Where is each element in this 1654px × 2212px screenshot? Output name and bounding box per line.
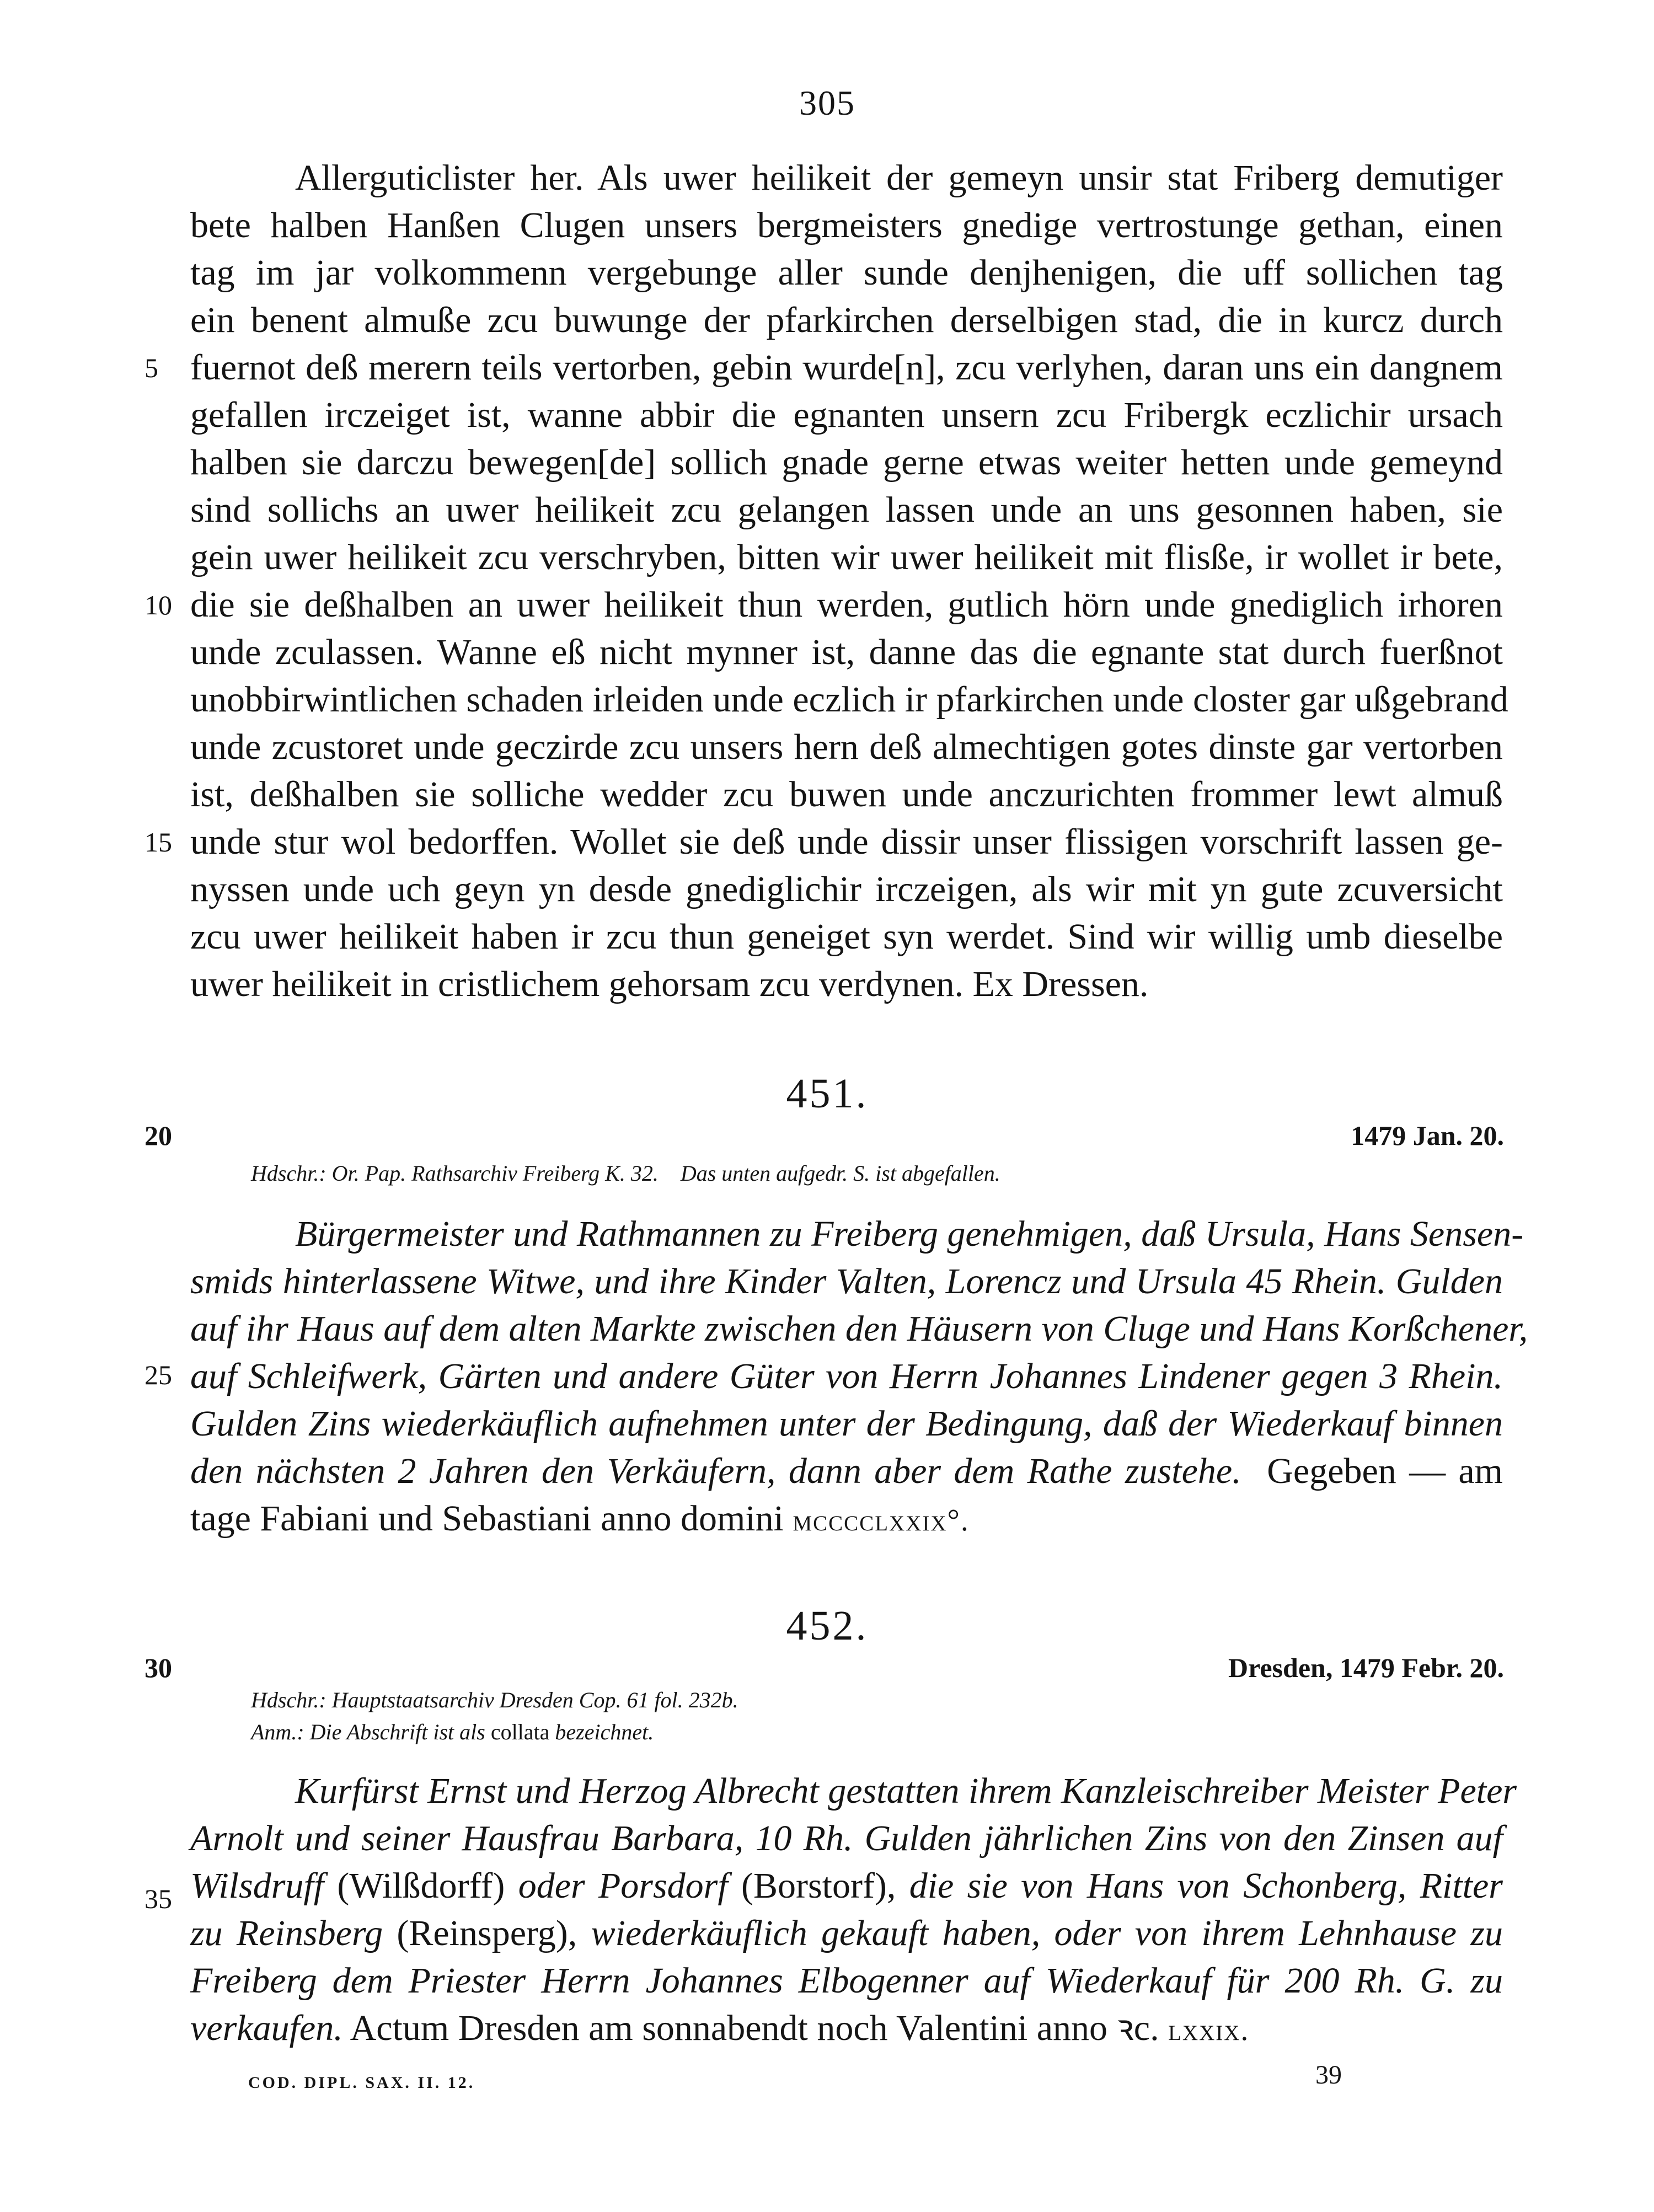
regest-line — [190, 1910, 1503, 1957]
text-line: nyssen unde uch geyn yn desde gnediglichir irczeigen, als wir mit yn gute zcuversicht — [190, 869, 1503, 909]
source-reference: Hdschr.: Hauptstaatsarchiv Dresden Cop. 61 fol. 232b. — [251, 1688, 738, 1712]
text-line: unde zcustoret unde geczirde zcu unsers hern deß almechtigen gotes dinste gar vertorben — [190, 727, 1503, 767]
regest-line: auf Schleifwerk, Gärten und andere Güter von Herrn Johannes Lindener gegen 3 Rhein. — [190, 1356, 1503, 1396]
line-number: 15 — [144, 827, 172, 858]
text-line: Allerguticlister her. Als uwer heilikeit der gemeyn unsir stat Friberg demutiger — [295, 158, 1503, 198]
annotation-text: Anm.: Die Abschrift ist als — [251, 1720, 485, 1744]
regest-italic: die sie von Hans von Schonberg, Ritter — [909, 1866, 1503, 1906]
text-line: bete halben Hanßen Clugen unsers bergmeisters gnedige vertrostunge gethan, einen — [190, 205, 1503, 245]
place-variant: (Borstorf), — [741, 1866, 896, 1906]
regest-italic: wiederkäuflich gekauft haben, oder von ihrem Lehnhause zu — [591, 1913, 1503, 1953]
text-line: sind sollichs an uwer heilikeit zcu gelangen lassen unde an uns gesonnen haben, sie — [190, 490, 1503, 530]
text-line: gein uwer heilikeit zcu verschryben, bitten wir uwer heilikeit mit flisße, ir wollet ir bete, — [190, 537, 1503, 577]
place-name: zu Reinsberg — [190, 1913, 383, 1953]
annotation-tail: bezeichnet. — [555, 1720, 654, 1744]
text-line: unobbirwintlichen schaden irleiden unde eczlich ir pfarkirchen unde closter gar ußgebrand — [190, 679, 1508, 720]
line-number: 20 — [144, 1120, 172, 1151]
regest-italic: den nächsten 2 Jahren den Verkäufern, dann aber dem Rathe zustehe. — [190, 1451, 1241, 1491]
regest-line: Freiberg dem Priester Herrn Johannes Elbogenner auf Wiederkauf für 200 Rh. G. zu — [190, 1961, 1503, 2001]
text-line: gefallen irczeiget ist, wanne abbir die egnanten unsern zcu Fribergk eczlichir ursach — [190, 395, 1503, 435]
closing-year: lxxix. — [1168, 2013, 1250, 2047]
signature-mark: COD. DIPL. SAX. II. 12. — [248, 2074, 475, 2092]
text-line: zcu uwer heilikeit haben ir zcu thun geneiget syn werdet. Sind wir willig umb dieselbe — [190, 917, 1503, 957]
document-date: Dresden, 1479 Febr. 20. — [1228, 1652, 1504, 1683]
document-number: 451. — [786, 1070, 869, 1117]
place-variant: (Reinsperg), — [397, 1913, 577, 1953]
source-reference: Hdschr.: Or. Pap. Rathsarchiv Freiberg K. 32. — [251, 1161, 659, 1186]
place-variant: (Wilßdorff) — [337, 1866, 505, 1906]
text-line: ein benent almuße zcu buwunge der pfarkirchen derselbigen stad, die in kurcz durch — [190, 300, 1503, 340]
annotation — [251, 1717, 654, 1748]
document-number: 452. — [786, 1603, 869, 1649]
source-note — [251, 1158, 1000, 1189]
text-line: die sie deßhalben an uwer heilikeit thun werden, gutlich hörn unde gnediglich irhoren — [190, 585, 1503, 625]
place-name: oder Porsdorf — [518, 1866, 728, 1906]
line-number: 30 — [144, 1652, 172, 1683]
closing-formula: tage Fabiani und Sebastiani anno domini — [190, 1498, 784, 1539]
regest-italic: verkaufen. — [190, 2008, 343, 2048]
annotation-term: collata — [490, 1720, 550, 1744]
regest-line: Arnolt und seiner Hausfrau Barbara, 10 Rh. Gulden jährlichen Zins von den Zinsen auf — [190, 1818, 1503, 1858]
text-line: uwer heilikeit in cristlichem gehorsam zcu verdynen. Ex Dressen. — [190, 964, 1149, 1004]
line-number: 35 — [144, 1883, 172, 1914]
line-number: 25 — [144, 1359, 172, 1390]
sheet-number: 39 — [1315, 2060, 1342, 2090]
regest-line: auf ihr Haus auf dem alten Markte zwischen den Häusern von Cluge und Hans Korßchener, — [190, 1309, 1528, 1349]
regest-451 — [190, 1211, 1528, 1542]
text-line: tag im jar volkommenn vergebunge aller sunde denjhenigen, die uff sollichen tag — [190, 253, 1503, 293]
regest-line — [190, 1448, 1503, 1495]
regest-line: smids hinterlassene Witwe, und ihre Kinder Valten, Lorencz und Ursula 45 Rhein. Gulden — [190, 1261, 1503, 1302]
text-line: fuernot deß merern teils vertorben, gebin wurde[n], zcu verlyhen, daran uns ein dangnem — [190, 347, 1503, 388]
closing-formula: Actum Dresden am sonnabendt noch Valentini anno ꝛc. — [350, 2008, 1159, 2048]
regest-line — [190, 1862, 1503, 1910]
regest-line: Kurfürst Ernst und Herzog Albrecht gestatten ihrem Kanzleischreiber Meister Peter — [295, 1771, 1517, 1811]
closing-year: mcccclxxix°. — [793, 1503, 970, 1538]
regest-452 — [190, 1768, 1517, 2052]
text-line: halben sie darczu bewegen[de] sollich gnade gerne etwas weiter hetten unde gemeynd — [190, 442, 1503, 483]
text-line: unde stur wol bedorffen. Wollet sie deß unde dissir unser flissigen vorschrift lassen ge- — [190, 822, 1503, 862]
page-number: 305 — [799, 83, 855, 122]
regest-line — [190, 2005, 1503, 2052]
letter-continuation — [190, 154, 1508, 1008]
regest-roman: Gegeben — am — [1267, 1451, 1503, 1491]
regest-line — [190, 1495, 1503, 1542]
line-number: 10 — [144, 590, 172, 620]
place-name: Wilsdruff — [190, 1866, 324, 1906]
seal-note: Das unten aufgedr. S. ist abgefallen. — [680, 1161, 1000, 1186]
regest-line: Bürgermeister und Rathmannen zu Freiberg genehmigen, daß Ursula, Hans Sensen- — [295, 1214, 1524, 1254]
document-date: 1479 Jan. 20. — [1351, 1120, 1504, 1151]
regest-line: Gulden Zins wiederkäuflich aufnehmen unter der Bedingung, daß der Wiederkauf binnen — [190, 1404, 1503, 1444]
text-line: ist, deßhalben sie solliche wedder zcu buwen unde anczurichten frommer lewt almuß — [190, 774, 1503, 815]
line-number: 5 — [144, 352, 158, 383]
text-line: unde zculassen. Wanne eß nicht mynner ist, danne das die egnante stat durch fuerßnot — [190, 632, 1503, 672]
